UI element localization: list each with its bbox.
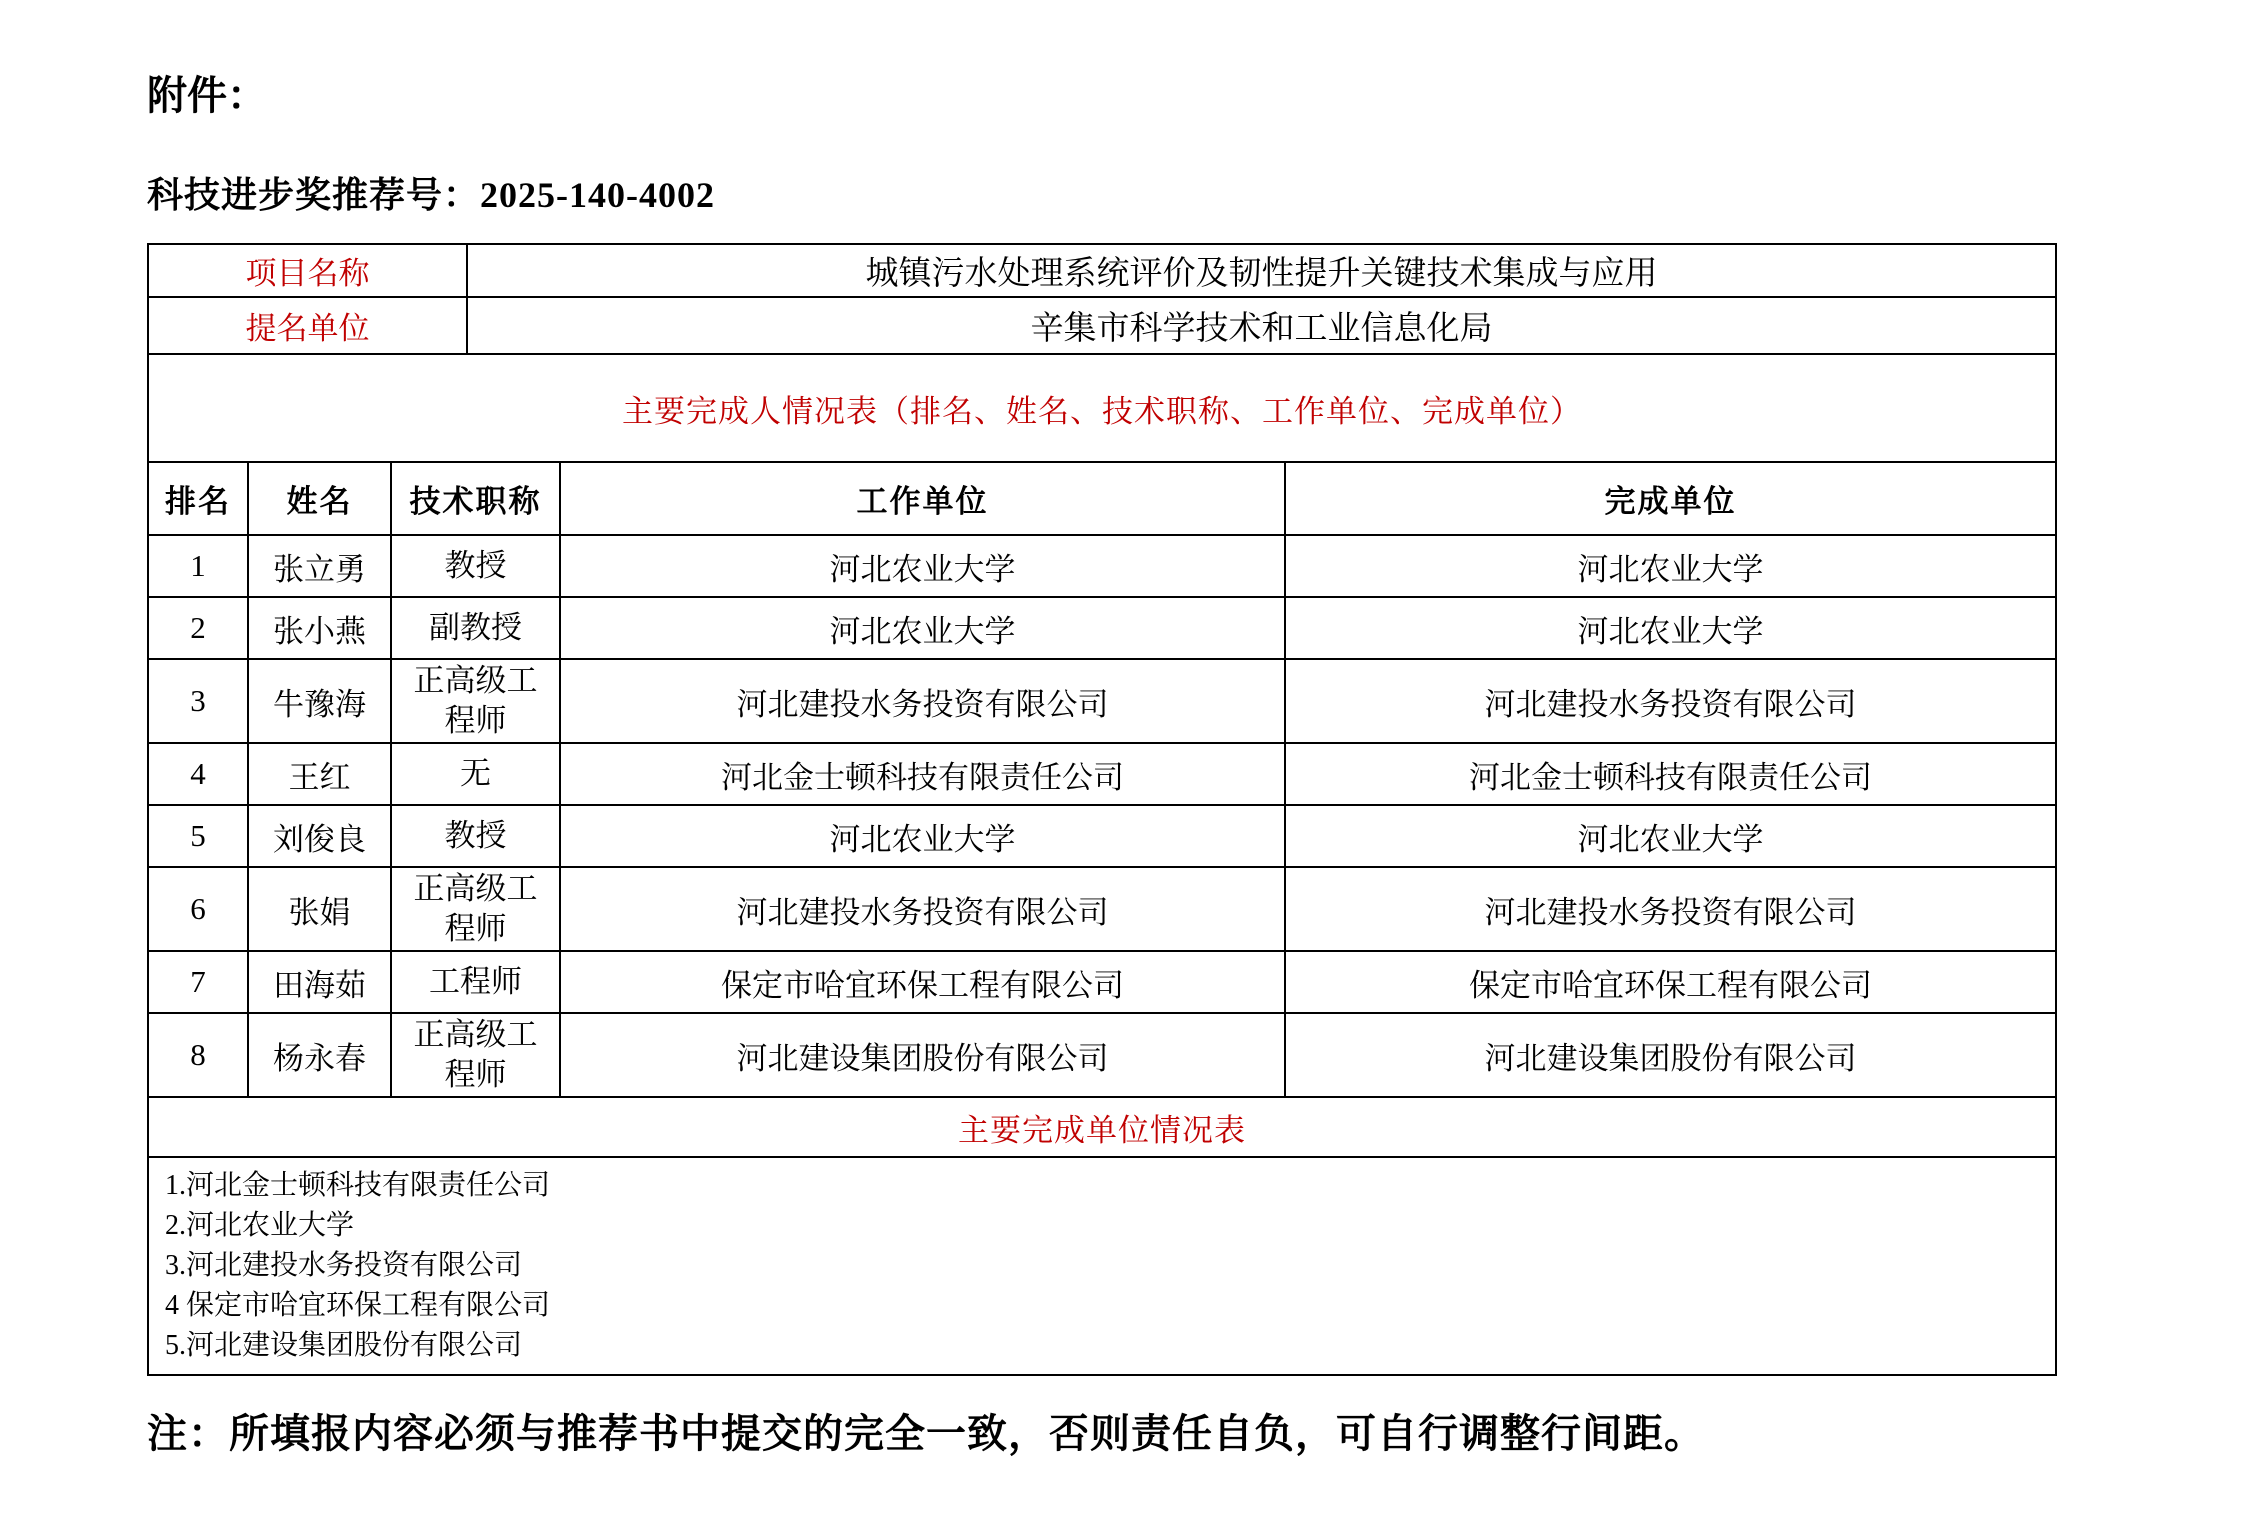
cell-name: 田海茹 xyxy=(248,951,391,1013)
note-text: 注：所填报内容必须与推荐书中提交的完全一致，否则责任自负，可自行调整行间距。 xyxy=(147,1411,1705,1456)
recommendation-line xyxy=(147,174,715,217)
title-text: 无 xyxy=(460,756,491,792)
cell-rank: 2 xyxy=(148,597,248,659)
recommendation-number: 2025-140-4002 xyxy=(480,175,715,215)
units-table-title: 主要完成单位情况表 xyxy=(148,1097,2056,1157)
units-list xyxy=(148,1157,2056,1375)
title-text: 工程师 xyxy=(429,964,522,1000)
cell-completion-unit: 河北建投水务投资有限公司 xyxy=(1285,659,2056,743)
nominator-label: 提名单位 xyxy=(148,297,467,354)
cell-rank: 4 xyxy=(148,743,248,805)
cell-work-unit: 河北农业大学 xyxy=(560,535,1285,597)
cell-completion-unit: 河北建投水务投资有限公司 xyxy=(1285,867,2056,951)
title-text: 教授 xyxy=(444,818,507,854)
completers-table-title: 主要完成人情况表（排名、姓名、技术职称、工作单位、完成单位） xyxy=(148,354,2056,462)
cell-title xyxy=(391,743,560,805)
table-row xyxy=(148,743,2056,805)
unit-item: 2.河北农业大学 xyxy=(165,1210,355,1241)
unit-item: 4 保定市哈宜环保工程有限公司 xyxy=(165,1290,551,1321)
cell-rank: 7 xyxy=(148,951,248,1013)
table-row xyxy=(148,535,2056,597)
units-title-row xyxy=(148,1097,2056,1157)
cell-rank: 8 xyxy=(148,1013,248,1097)
table-row xyxy=(148,867,2056,951)
cell-name: 杨永春 xyxy=(248,1013,391,1097)
cell-title xyxy=(391,659,560,743)
col-header-rank: 排名 xyxy=(148,462,248,535)
header-row xyxy=(148,462,2056,535)
cell-rank: 3 xyxy=(148,659,248,743)
cell-title xyxy=(391,805,560,867)
cell-name: 王红 xyxy=(248,743,391,805)
cell-title xyxy=(391,597,560,659)
col-header-work-unit: 工作单位 xyxy=(560,462,1285,535)
cell-work-unit: 河北建投水务投资有限公司 xyxy=(560,867,1285,951)
award-recommendation-table xyxy=(147,243,2057,1376)
table-row xyxy=(148,805,2056,867)
nominator-row xyxy=(148,297,2056,354)
col-header-name: 姓名 xyxy=(248,462,391,535)
cell-name: 张小燕 xyxy=(248,597,391,659)
cell-work-unit: 河北农业大学 xyxy=(560,805,1285,867)
project-name-row xyxy=(148,244,2056,297)
recommendation-label: 科技进步奖推荐号： xyxy=(147,175,481,215)
nominator-value: 辛集市科学技术和工业信息化局 xyxy=(467,297,2056,354)
unit-item: 5.河北建设集团股份有限公司 xyxy=(165,1330,523,1361)
title-text: 教授 xyxy=(444,548,507,584)
unit-item: 1.河北金士顿科技有限责任公司 xyxy=(165,1170,551,1201)
completers-title-row xyxy=(148,354,2056,462)
title-text: 正高级工程师 xyxy=(413,662,538,738)
cell-completion-unit: 河北农业大学 xyxy=(1285,535,2056,597)
cell-name: 张立勇 xyxy=(248,535,391,597)
cell-work-unit: 河北建投水务投资有限公司 xyxy=(560,659,1285,743)
attachment-label: 附件： xyxy=(147,74,267,118)
cell-title xyxy=(391,535,560,597)
cell-name: 张娟 xyxy=(248,867,391,951)
project-name-label: 项目名称 xyxy=(148,244,467,297)
cell-rank: 1 xyxy=(148,535,248,597)
cell-name: 刘俊良 xyxy=(248,805,391,867)
cell-name: 牛豫海 xyxy=(248,659,391,743)
cell-title xyxy=(391,867,560,951)
title-text: 正高级工程师 xyxy=(413,1016,538,1092)
cell-title xyxy=(391,951,560,1013)
project-name-value: 城镇污水处理系统评价及韧性提升关键技术集成与应用 xyxy=(467,244,2056,297)
col-header-title: 技术职称 xyxy=(391,462,560,535)
cell-completion-unit: 河北农业大学 xyxy=(1285,597,2056,659)
unit-item: 3.河北建投水务投资有限公司 xyxy=(165,1250,523,1281)
table-row xyxy=(148,597,2056,659)
cell-completion-unit: 河北金士顿科技有限责任公司 xyxy=(1285,743,2056,805)
cell-work-unit: 河北农业大学 xyxy=(560,597,1285,659)
cell-work-unit: 河北建设集团股份有限公司 xyxy=(560,1013,1285,1097)
cell-completion-unit: 河北农业大学 xyxy=(1285,805,2056,867)
title-text: 副教授 xyxy=(429,610,522,646)
cell-title xyxy=(391,1013,560,1097)
title-text: 正高级工程师 xyxy=(413,870,538,946)
table-row xyxy=(148,951,2056,1013)
cell-rank: 6 xyxy=(148,867,248,951)
table-row xyxy=(148,659,2056,743)
table-row xyxy=(148,1013,2056,1097)
units-list-row xyxy=(148,1157,2056,1375)
cell-rank: 5 xyxy=(148,805,248,867)
cell-completion-unit: 河北建设集团股份有限公司 xyxy=(1285,1013,2056,1097)
cell-work-unit: 保定市哈宜环保工程有限公司 xyxy=(560,951,1285,1013)
col-header-completion-unit: 完成单位 xyxy=(1285,462,2056,535)
cell-completion-unit: 保定市哈宜环保工程有限公司 xyxy=(1285,951,2056,1013)
cell-work-unit: 河北金士顿科技有限责任公司 xyxy=(560,743,1285,805)
